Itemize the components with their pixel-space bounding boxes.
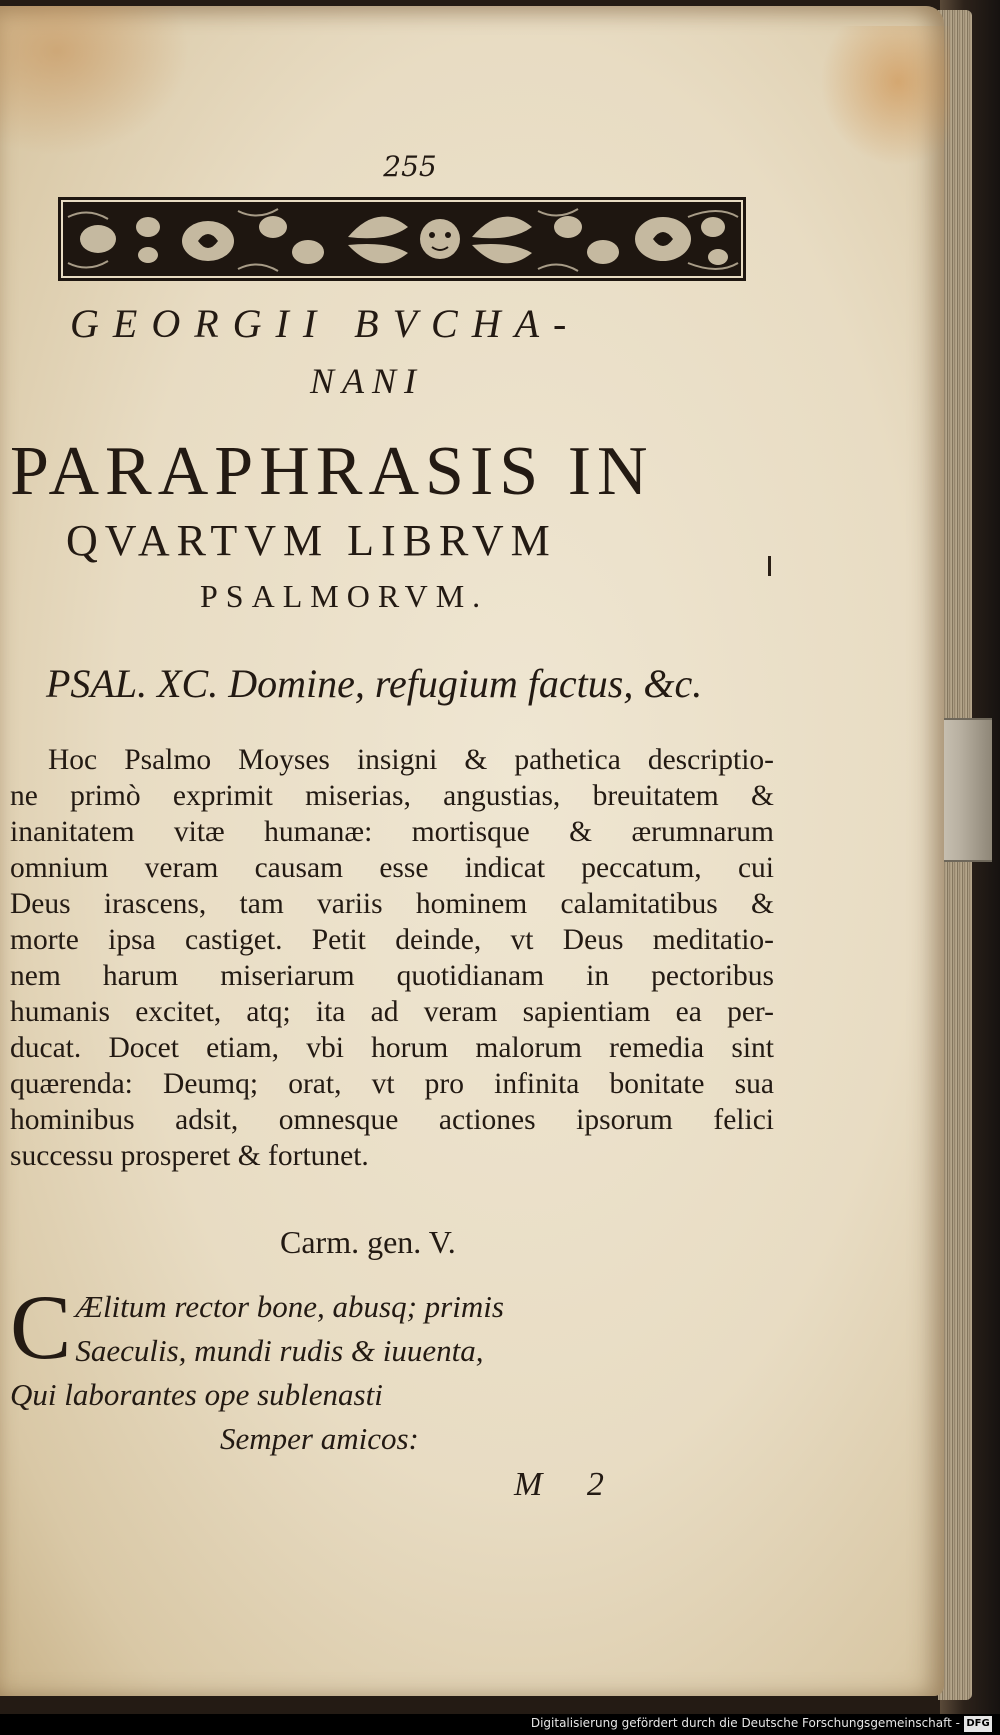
argument-line: omnium veram causam esse indicat peccatum, cui — [10, 852, 774, 884]
argument-line: Hoc Psalmo Moyses insigni & pathetica descriptio- — [48, 744, 774, 776]
signature-mark: M 2 — [514, 1466, 622, 1503]
author-line-1: GEORGII BVCHA- — [70, 301, 581, 346]
margin-mark — [768, 556, 771, 576]
author-line-2: NANI — [310, 361, 425, 401]
poem-line: Ælitum rector bone, abusq; primis — [75, 1289, 504, 1324]
argument-line: quærenda: Deumq; orat, vt pro infinita bonitate sua — [10, 1068, 774, 1100]
title-line-3: PSALMORVM. — [200, 578, 489, 614]
argument-line: ducat. Docet etiam, vbi horum malorum remedia sint — [10, 1032, 774, 1064]
woodcut-headpiece-ornament — [58, 197, 746, 281]
title-line-2: QVARTVM LIBRVM — [66, 516, 557, 565]
argument-line: ne primò exprimit miserias, angustias, breuitatem & — [10, 780, 774, 812]
argument-line: successu prosperet & fortunet. — [10, 1140, 369, 1172]
psalm-heading: PSAL. XC. Domine, refugium factus, &c. — [46, 661, 703, 706]
poem-line: Semper amicos: — [220, 1421, 419, 1456]
meter-label: Carm. gen. V. — [280, 1224, 456, 1260]
argument-line: nem harum miseriarum quotidianam in pectoribus — [10, 960, 774, 992]
poem — [10, 1276, 730, 1461]
argument-line: hominibus adsit, omnesque actiones ipsorum felici — [10, 1104, 774, 1136]
drop-cap: C — [10, 1276, 72, 1378]
funding-credit: Digitalisierung gefördert durch die Deutsche Forschungsgemeinschaft - — [530, 1716, 960, 1730]
title-line-1: PARAPHRASIS IN — [10, 433, 654, 510]
poem-line: Qui laborantes ope sublenasti — [10, 1377, 383, 1412]
age-stain — [0, 6, 190, 156]
page-number: 255 — [383, 150, 437, 183]
argument-line: Deus irascens, tam variis hominem calamitatibus & — [10, 888, 774, 920]
argument-line: inanitatem vitæ humanæ: mortisque & ærumnarum — [10, 816, 774, 848]
poem-line: Saeculis, mundi rudis & iuuenta, — [75, 1333, 484, 1368]
argument-line: morte ipsa castiget. Petit deinde, vt Deus meditatio- — [10, 924, 774, 956]
argument-line: humanis excitet, atq; ita ad veram sapientiam ea per- — [10, 996, 774, 1028]
dfg-logo: DFG — [964, 1716, 992, 1732]
argument-paragraph — [10, 742, 774, 1174]
age-stain — [820, 26, 950, 166]
